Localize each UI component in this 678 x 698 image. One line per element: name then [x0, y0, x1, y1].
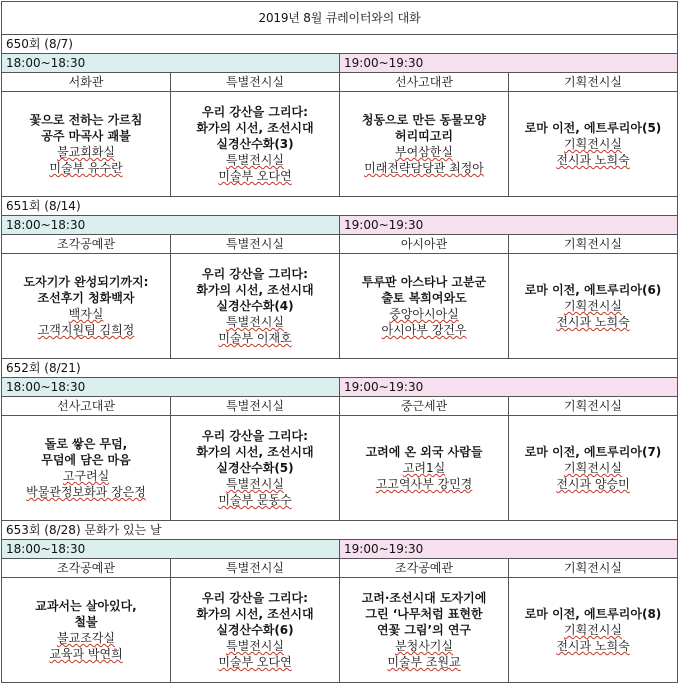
venue-row	[2, 235, 678, 254]
talk-cell	[171, 92, 340, 197]
talk-row	[2, 578, 678, 683]
talk-title-line: 실경산수화(6)	[216, 623, 294, 637]
venue-label: 서화관	[2, 73, 171, 92]
session-row	[2, 35, 678, 54]
venue-label: 특별전시실	[171, 397, 340, 416]
talk-cell	[2, 416, 171, 521]
talk-title-line: 돌로 쌓은 무덤,	[44, 437, 128, 451]
curator-name: 박물관정보화과 장은정	[26, 485, 146, 499]
venue-label: 아시아관	[340, 235, 509, 254]
curator-name: 고객지원팀 김희정	[37, 323, 135, 337]
talk-cell	[171, 416, 340, 521]
venue-label: 특별전시실	[171, 235, 340, 254]
time-slot-evening-2: 19:00~19:30	[340, 54, 678, 73]
talk-title-line: 우리 강산을 그리다:	[202, 105, 308, 119]
venue-label: 기획전시실	[509, 73, 678, 92]
curator-name: 미술부 이재호	[218, 331, 292, 345]
gallery-name: 기획전시실	[564, 623, 622, 637]
talk-cell	[171, 254, 340, 359]
gallery-name: 고구려실	[62, 469, 110, 483]
talk-title-line: 로마 이전, 에트루리아(5)	[524, 121, 662, 135]
curator-name: 미술부 문동수	[218, 493, 292, 507]
talk-title-line: 연꽃 그림’의 연구	[376, 623, 472, 637]
session-label: 651회 (8/14)	[2, 197, 678, 216]
gallery-name: 불교조각실	[57, 631, 115, 645]
time-slot-evening-1: 18:00~18:30	[2, 540, 340, 559]
talk-cell	[2, 578, 171, 683]
gallery-name: 고려1실	[402, 461, 446, 475]
schedule-table	[1, 1, 678, 683]
talk-title-line: 공주 마곡사 괘불	[41, 129, 131, 143]
time-slot-evening-2: 19:00~19:30	[340, 378, 678, 397]
session-label: 650회 (8/7)	[2, 35, 678, 54]
time-slot-evening-2: 19:00~19:30	[340, 216, 678, 235]
session-row	[2, 359, 678, 378]
curator-name: 미술부 유수란	[49, 161, 123, 175]
page-title: 2019년 8월 큐레이터와의 대화	[2, 2, 678, 35]
curator-name: 미래전략담당관 최정아	[364, 161, 484, 175]
talk-cell	[340, 254, 509, 359]
venue-label: 중근세관	[340, 397, 509, 416]
talk-cell	[509, 254, 678, 359]
venue-label: 기획전시실	[509, 397, 678, 416]
gallery-name: 특별전시실	[226, 153, 284, 167]
curator-name: 전시과 노희숙	[556, 153, 630, 167]
talk-title-line: 실경산수화(3)	[216, 137, 294, 151]
talk-title-line: 도자기가 완성되기까지:	[23, 275, 149, 289]
talk-title-line: 허리띠고리	[395, 129, 453, 143]
session-label: 653회 (8/28) 문화가 있는 날	[2, 521, 678, 540]
talk-title-line: 로마 이전, 에트루리아(6)	[524, 283, 662, 297]
gallery-name: 백자실	[68, 307, 104, 321]
talk-title-line: 실경산수화(5)	[216, 461, 294, 475]
gallery-name: 분청사기실	[395, 639, 453, 653]
talk-title-line: 화가의 시선, 조선시대	[196, 445, 314, 459]
curator-name: 전시과 노희숙	[556, 639, 630, 653]
curator-name: 아시아부 강건우	[381, 323, 467, 337]
talk-title-line: 투루판 아스타나 고분군	[361, 275, 487, 289]
time-row	[2, 216, 678, 235]
venue-row	[2, 397, 678, 416]
talk-title-line: 출토 복희여와도	[381, 291, 467, 305]
talk-title-line: 화가의 시선, 조선시대	[196, 283, 314, 297]
venue-label: 기획전시실	[509, 559, 678, 578]
venue-label: 특별전시실	[171, 559, 340, 578]
session-row	[2, 521, 678, 540]
session-row	[2, 197, 678, 216]
talk-cell	[2, 92, 171, 197]
talk-cell	[509, 416, 678, 521]
talk-row	[2, 254, 678, 359]
gallery-name: 기획전시실	[564, 461, 622, 475]
talk-title-line: 꽃으로 전하는 가르침	[29, 113, 143, 127]
talk-title-line: 고려·조선시대 도자기에	[361, 591, 487, 605]
gallery-name: 특별전시실	[226, 315, 284, 329]
talk-cell	[340, 416, 509, 521]
talk-title-line: 철불	[74, 615, 98, 629]
venue-label: 기획전시실	[509, 235, 678, 254]
talk-row	[2, 416, 678, 521]
talk-cell	[340, 92, 509, 197]
venue-label: 조각공예관	[2, 559, 171, 578]
gallery-name: 중앙아시아실	[389, 307, 459, 321]
gallery-name: 특별전시실	[226, 477, 284, 491]
gallery-name: 특별전시실	[226, 639, 284, 653]
talk-cell	[509, 92, 678, 197]
talk-title-line: 화가의 시선, 조선시대	[196, 607, 314, 621]
time-slot-evening-2: 19:00~19:30	[340, 540, 678, 559]
time-slot-evening-1: 18:00~18:30	[2, 54, 340, 73]
venue-label: 조각공예관	[2, 235, 171, 254]
talk-title-line: 무덤에 담은 마음	[41, 453, 131, 467]
talk-cell	[2, 254, 171, 359]
talk-title-line: 고려에 온 외국 사람들	[365, 445, 483, 459]
talk-title-line: 조선후기 청화백자	[37, 291, 135, 305]
curator-name: 미술부 조원교	[387, 655, 461, 669]
gallery-name: 기획전시실	[564, 299, 622, 313]
curator-name: 전시과 양승미	[556, 477, 630, 491]
talk-title-line: 우리 강산을 그리다:	[202, 429, 308, 443]
talk-row	[2, 92, 678, 197]
time-row	[2, 54, 678, 73]
talk-title-line: 우리 강산을 그리다:	[202, 591, 308, 605]
talk-title-line: 실경산수화(4)	[216, 299, 294, 313]
venue-label: 조각공예관	[340, 559, 509, 578]
talk-title-line: 청동으로 만든 동물모양	[361, 113, 487, 127]
talk-cell	[340, 578, 509, 683]
talk-title-line: 우리 강산을 그리다:	[202, 267, 308, 281]
time-row	[2, 540, 678, 559]
talk-title-line: 로마 이전, 에트루리아(7)	[524, 445, 662, 459]
talk-title-line: 화가의 시선, 조선시대	[196, 121, 314, 135]
talk-title-line: 로마 이전, 에트루리아(8)	[524, 607, 662, 621]
time-slot-evening-1: 18:00~18:30	[2, 216, 340, 235]
gallery-name: 부여삼한실	[395, 145, 453, 159]
time-slot-evening-1: 18:00~18:30	[2, 378, 340, 397]
venue-label: 선사고대관	[340, 73, 509, 92]
curator-name: 전시과 노희숙	[556, 315, 630, 329]
curator-name: 교육과 박연희	[49, 647, 123, 661]
talk-title-line: 그린 ‘나무처럼 표현한	[365, 607, 483, 621]
talk-title-line: 교과서는 살아있다,	[35, 599, 137, 613]
gallery-name: 기획전시실	[564, 137, 622, 151]
curator-name: 미술부 오다연	[218, 655, 292, 669]
venue-label: 특별전시실	[171, 73, 340, 92]
curator-name: 고고역사부 강민경	[375, 477, 473, 491]
talk-cell	[509, 578, 678, 683]
venue-row	[2, 73, 678, 92]
venue-row	[2, 559, 678, 578]
time-row	[2, 378, 678, 397]
curator-name: 미술부 오다연	[218, 169, 292, 183]
session-label: 652회 (8/21)	[2, 359, 678, 378]
talk-cell	[171, 578, 340, 683]
venue-label: 선사고대관	[2, 397, 171, 416]
gallery-name: 불교회화실	[57, 145, 115, 159]
